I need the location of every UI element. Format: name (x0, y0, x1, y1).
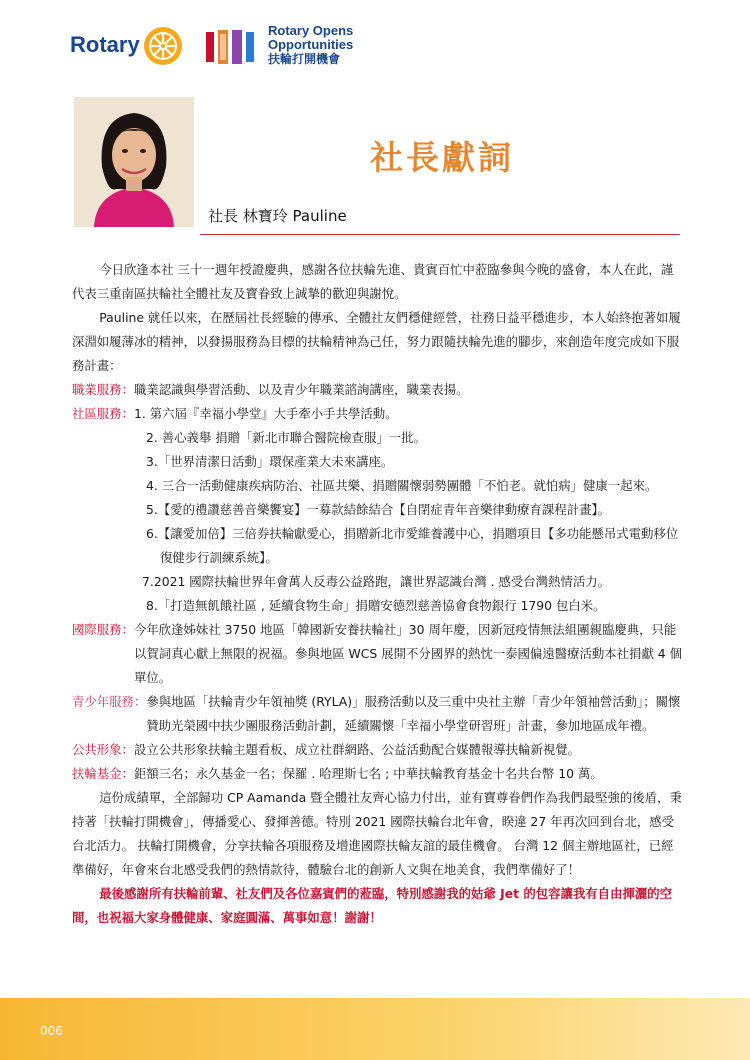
section-text: 職業認識與學習活動、以及青少年職業諮詢講座，職業表揚。 (133, 382, 469, 397)
list-item: 5.【愛的禮讚慈善音樂饗宴】一募款結餘結合【自閉症青年音樂律動療育課程計畫】。 (146, 502, 611, 517)
section-foundation (72, 762, 684, 786)
list-item: 2. 善心義舉 捐贈「新北市聯合醫院檢查服」一批。 (146, 430, 426, 445)
article-body (72, 258, 684, 930)
campaign-text: Rotary Opens Opportunities 扶輪打開機會 (268, 23, 354, 66)
footer-band (0, 998, 750, 1060)
byline: 社長 林寶玲 Pauline (208, 207, 347, 225)
page-title: 社長獻詞 (370, 138, 514, 177)
section-community (72, 402, 684, 618)
outro-paragraph: 這份成績單，全部歸功 CP Aamanda 暨全體社友齊心協力付出，並有寶尊眷們作為我們最堅強的後盾，秉持著「扶輪打開機會」，傳播愛心、發揮善德。特別 2021 國際扶輪台北年會，睽違 27 年再次回到台北，感受台北活力。 扶輪打開機會，分享扶輪各項服務及增進國際扶輪友誼的最佳機會。 台灣 12 個主辦地區社，已經準備好，年會來台北感受我們的熱情款待，體驗台北的創新人文與在地美食，我們準備好了！ (72, 790, 682, 877)
list-item: 7.2021 國際扶輪世界年會萬人反毒公益路跑，讓世界認識台灣 . 感受台灣熱情活力。 (142, 574, 610, 589)
section-label: 扶輪基金： (72, 766, 134, 781)
section-label: 社區服務： (72, 406, 134, 421)
page-number: 006 (40, 1024, 63, 1038)
list-item: 8.「打造無飢餓社區 , 延續食物生命」捐贈安德烈慈善協會食物銀行 1790 包白米。 (146, 598, 606, 613)
section-vocational (72, 378, 684, 402)
divider (200, 234, 680, 235)
section-text: 今年欣逢姊妹社 3750 地區「韓國新安養扶輪社」30 周年慶，因新冠疫情無法組團親臨慶典，只能以賀詞真心獻上無限的祝福。參與地區 WCS 展開不分國界的熱忱一泰國偏遠醫療活動本社捐獻 4 個單位。 (133, 622, 682, 685)
section-international (72, 618, 684, 690)
open-doors-logo (204, 26, 262, 68)
intro-paragraph: 今日欣逢本社 三十一週年授證慶典，感謝各位扶輪先進、貴賓百忙中蒞臨參與今晚的盛會，本人在此，謹代表三重南區扶輪社全體社友及寶眷致上誠摯的歡迎與謝悅。 (72, 262, 674, 301)
section-public-image (72, 738, 684, 762)
header (70, 22, 370, 72)
list-item: 3.「世界清潔日活動」環保產業大未來講座。 (146, 454, 394, 469)
rotary-wheel-icon (142, 25, 184, 67)
section-youth (72, 690, 684, 738)
list-item: 1. 第六屆『幸福小學堂』大手牽小手共學活動。 (133, 406, 398, 421)
section-label: 國際服務： (72, 622, 134, 637)
section-label: 青少年服務： (72, 694, 147, 709)
section-text: 參與地區「扶輪青少年領袖獎 (RYLA)」服務活動以及三重中央社主辦「青少年領袖營活動」；關懷贊助光榮國中扶少團服務活動計劃，延續關懷「幸福小學堂研習班」計畫，參加地區成年禮。 (146, 694, 681, 733)
closing-paragraph: 最後感謝所有扶輪前輩、社友們及各位嘉賓們的蒞臨，特別感謝我的姑爺 Jet 的包容讓我有自由揮灑的空間，也祝福大家身體健康、家庭圓滿、萬事如意！謝謝！ (72, 886, 673, 925)
rotary-wordmark: Rotary (70, 32, 140, 57)
section-text: 鉅額三名；永久基金一名；保羅 . 哈理斯七名 ; 中華扶輪教育基金十名共台幣 10 萬。 (133, 766, 603, 781)
list-item: 4. 三合一活動健康疾病防治、社區共樂、捐贈關懷弱勢團體「不怕老。就怕病」健康一起來。 (146, 478, 658, 493)
section-text: 設立公共形象扶輪主題看板、成立社群網路、公益活動配合媒體報導扶輪新視覺。 (133, 742, 581, 757)
section-label: 職業服務： (72, 382, 134, 397)
president-portrait (74, 97, 194, 227)
list-item: 6.【讓愛加倍】三倍券扶輪獻愛心，捐贈新北市愛維養護中心，捐贈項目【多功能懸吊式電動移位復健步行訓練系統】。 (146, 526, 679, 565)
section-label: 公共形象： (72, 742, 134, 757)
intro-paragraph: Pauline 就任以來，在歷屆社長經驗的傳承、全體社友們穩健經營，社務日益平穩進步，本人始終抱著如履深淵如履薄冰的精神，以發揚服務為目標的扶輪精神為己任，努力跟隨扶輪先進的腳步，來創造年度完成如下服務計畫： (72, 310, 681, 373)
